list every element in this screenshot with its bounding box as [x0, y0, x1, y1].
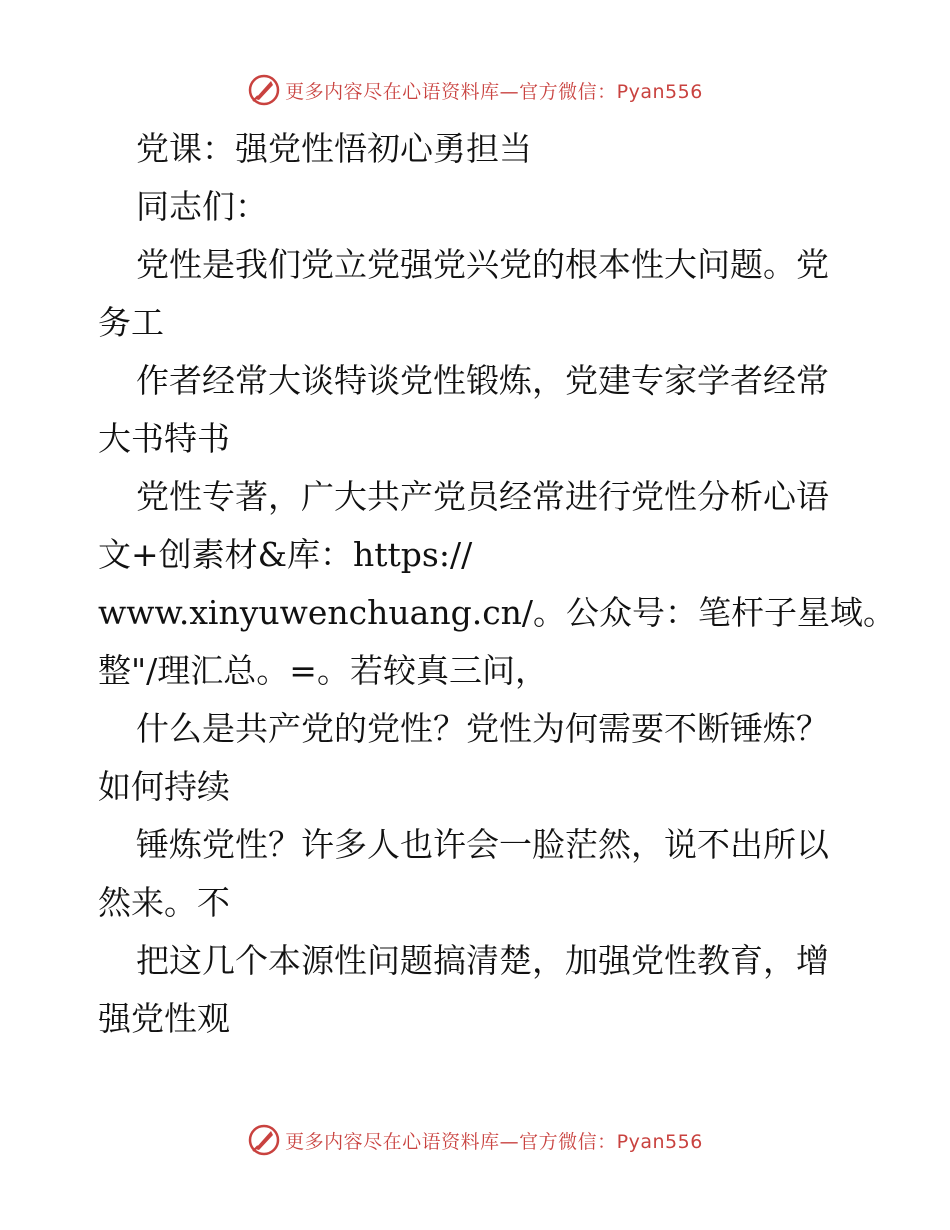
salutation: 同志们： — [136, 187, 268, 226]
document-title: 党课：强党性悟初心勇担当 — [136, 129, 532, 168]
watermark-footer — [0, 1120, 950, 1160]
paragraph-line: 党性是我们党立党强党兴党的根本性大问题。党 — [136, 245, 829, 284]
paragraph-line: 文+创素材&库：https:// — [98, 535, 473, 574]
paragraph-line: 锤炼党性？许多人也许会一脸茫然，说不出所以 — [136, 825, 829, 864]
paragraph-line: 务工 — [98, 303, 164, 342]
watermark-text: 更多内容尽在心语资料库—官方微信：Pyan556 — [285, 1130, 703, 1153]
paragraph-line: 把这几个本源性问题搞清楚，加强党性教育，增 — [136, 941, 829, 980]
watermark-text: 更多内容尽在心语资料库—官方微信：Pyan556 — [285, 80, 703, 103]
paragraph-line: www.xinyuwenchuang.cn/。公众号：笔杆子星域。 — [98, 593, 897, 632]
paragraph-line: 整"/理汇总。=。若较真三问， — [98, 651, 548, 690]
paragraph-line: 作者经常大谈特谈党性锻炼，党建专家学者经常 — [136, 361, 829, 400]
paragraph-line: 如何持续 — [98, 767, 230, 806]
quill-logo-icon — [247, 1123, 281, 1157]
quill-logo-icon — [247, 73, 281, 107]
paragraph-line: 党性专著，广大共产党员经常进行党性分析心语 — [136, 477, 829, 516]
paragraph-line: 什么是共产党的党性？党性为何需要不断锤炼？ — [136, 709, 829, 748]
watermark-header — [0, 70, 950, 110]
document-body — [98, 120, 897, 1048]
paragraph-line: 然来。不 — [98, 883, 230, 922]
paragraph-line: 大书特书 — [98, 419, 230, 458]
paragraph-line: 强党性观 — [98, 999, 230, 1038]
